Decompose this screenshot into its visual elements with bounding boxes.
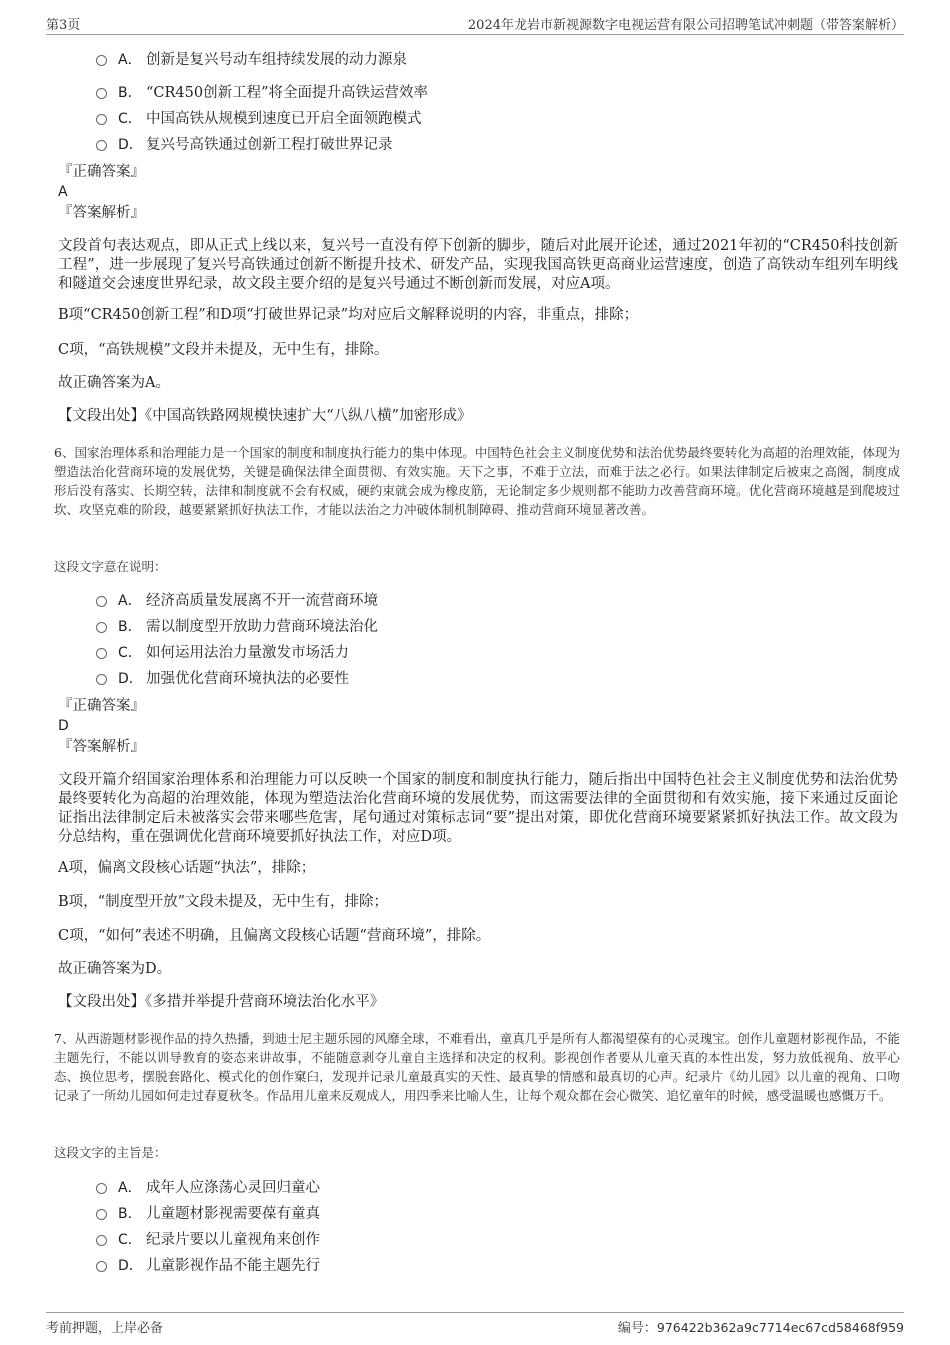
document-code bbox=[618, 1317, 904, 1336]
page-header bbox=[46, 14, 904, 35]
radio-icon[interactable] bbox=[96, 1261, 107, 1272]
q5-analysis-conclusion: 故正确答案为A。 bbox=[58, 375, 170, 391]
q6-analysis-main: 文段开篇介绍国家治理体系和治理能力可以反映一个国家的制度和制度执行能力，随后指出中国特色社会主义制度优势和法治优势最终要转化为高超的治理效能，体现为塑造法治化营商环境的发展优势，而这需要法律的全面贯彻和有效实施，接下来通过反面论证指出法律制定后未被落实会带来哪些危害，尾句通过对策标志词“要”提出对策，即优化营商环境要紧紧抓好执法工作。故文段为分总结构，重在强调优化营商环境要抓好执法工作，对应D项。 bbox=[58, 772, 898, 845]
footer-slogan: 考前押题，上岸必备 bbox=[46, 1321, 164, 1336]
page-number: 第3页 bbox=[46, 18, 81, 33]
radio-icon[interactable] bbox=[96, 1183, 107, 1194]
q6-question: 6、国家治理体系和治理能力是一个国家的制度和制度执行能力的集中体现。中国特色社会主义制度优势和法治优势最终要转化为高超的治理效能，体现为塑造法治化营商环境的发展优势，关键是确保法律全面贯彻、有效实施。天下之事，不难于立法，而难于法之必行。如果法律制定后被束之高阁，制度成形后没有落实、长期空转，法律和制度就不会有权威，硬约束就会成为橡皮筋，无论制定多少规则都不能助力改善营商环境。优化营商环境越是到爬坡过坎、攻坚克难的阶段，越要紧紧抓好执法工作，才能以法治之力冲破体制机制障碍、推动营商环境显著改善。 bbox=[54, 445, 900, 517]
q7-option-a[interactable]: A． 成年人应涤荡心灵回归童心 bbox=[96, 1178, 320, 1198]
radio-icon[interactable] bbox=[96, 114, 107, 125]
q6-option-d[interactable]: D． 加强优化营商环境执法的必要性 bbox=[96, 669, 349, 689]
q5-analysis-b: B项“CR450创新工程”和D项“打破世界记录”均对应后文解释说明的内容，非重点，排除； bbox=[58, 307, 639, 323]
radio-icon[interactable] bbox=[96, 674, 107, 685]
q7-option-c[interactable]: C． 纪录片要以儿童视角来创作 bbox=[96, 1230, 320, 1250]
document-code-value: 976422b362a9c7714ec67cd58468f959 bbox=[656, 1320, 904, 1335]
q5-source: 【文段出处】《中国高铁路网规模快速扩大“八纵八横”加密形成》 bbox=[58, 408, 472, 424]
q6-answer-label: 『正确答案』 bbox=[58, 698, 145, 714]
q6-analysis-c: C项，“如何”表述不明确，且偏离文段核心话题“营商环境”，排除。 bbox=[58, 928, 491, 944]
q7-option-b[interactable]: B． 儿童题材影视需要葆有童真 bbox=[96, 1204, 320, 1224]
q6-option-c[interactable]: C． 如何运用法治力量激发市场活力 bbox=[96, 643, 349, 663]
q6-prompt: 这段文字意在说明： bbox=[54, 559, 167, 574]
document-code-label: 编号： bbox=[617, 1321, 657, 1336]
q7-option-d[interactable]: D． 儿童影视作品不能主题先行 bbox=[96, 1256, 320, 1276]
q6-option-a[interactable]: A． 经济高质量发展离不开一流营商环境 bbox=[96, 591, 378, 611]
q6-analysis-b: B项，“制度型开放”文段未提及，无中生有，排除； bbox=[58, 894, 388, 910]
q5-answer-label: 『正确答案』 bbox=[58, 164, 145, 180]
radio-icon[interactable] bbox=[96, 648, 107, 659]
q6-analysis-a: A项，偏离文段核心话题“执法”，排除； bbox=[58, 860, 316, 876]
q7-question: 7、从西游题材影视作品的持久热播，到迪士尼主题乐园的风靡全球，不难看出，童真几乎是所有人都渴望葆有的心灵瑰宝。创作儿童题材影视作品，不能主题先行，不能以训导教育的姿态来讲故事，不能随意剥夺儿童自主选择和决定的权利。影视创作者要从儿童天真的本性出发，努力放低视角、放平心态、换位思考，摆脱套路化、模式化的创作窠臼，发现并记录儿童最真实的天性、最真挚的情感和最真切的心声。纪录片《幼儿园》以儿童的视角、口吻记录了一所幼儿园如何走过春夏秋冬。作品用儿童来反观成人，用四季来比喻人生，让每个观众都在会心微笑、追忆童年的时候，感受温暖也感慨万千。 bbox=[54, 1031, 900, 1103]
radio-icon[interactable] bbox=[96, 88, 107, 99]
q6-answer: D bbox=[58, 718, 69, 734]
q5-analysis-c: C项，“高铁规模”文段并未提及，无中生有，排除。 bbox=[58, 342, 389, 358]
radio-icon[interactable] bbox=[96, 1209, 107, 1220]
radio-icon[interactable] bbox=[96, 140, 107, 151]
q5-option-c[interactable]: C． 中国高铁从规模到速度已开启全面领跑模式 bbox=[96, 109, 422, 129]
q6-source: 【文段出处】《多措并举提升营商环境法治化水平》 bbox=[58, 994, 385, 1010]
q6-analysis-conclusion: 故正确答案为D。 bbox=[58, 961, 172, 977]
radio-icon[interactable] bbox=[96, 1235, 107, 1246]
radio-icon[interactable] bbox=[96, 622, 107, 633]
q5-option-b[interactable]: B． “CR450创新工程”将全面提升高铁运营效率 bbox=[96, 83, 428, 103]
document-title: 2024年龙岩市新视源数字电视运营有限公司招聘笔试冲刺题（带答案解析） bbox=[467, 18, 904, 33]
q5-option-a[interactable]: A． 创新是复兴号动车组持续发展的动力源泉 bbox=[96, 50, 407, 70]
q5-option-d[interactable]: D． 复兴号高铁通过创新工程打破世界记录 bbox=[96, 135, 393, 155]
q5-answer: A bbox=[58, 184, 68, 200]
q7-prompt: 这段文字的主旨是： bbox=[54, 1145, 167, 1160]
radio-icon[interactable] bbox=[96, 596, 107, 607]
page-footer bbox=[46, 1312, 904, 1341]
radio-icon[interactable] bbox=[96, 55, 107, 66]
q5-analysis-main: 文段首句表达观点，即从正式上线以来，复兴号一直没有停下创新的脚步，随后对此展开论述，通过2021年初的“CR450科技创新工程”，进一步展现了复兴号高铁通过创新不断提升技术、研发产品，实现我国高铁更高商业运营速度，创造了高铁动车组列车明线和隧道交会速度世界纪录，故文段主要介绍的是复兴号通过不断创新而发展，对应A项。 bbox=[58, 238, 898, 292]
q6-analysis-label: 『答案解析』 bbox=[58, 739, 145, 755]
q6-option-b[interactable]: B． 需以制度型开放助力营商环境法治化 bbox=[96, 617, 378, 637]
q5-analysis-label: 『答案解析』 bbox=[58, 205, 145, 221]
